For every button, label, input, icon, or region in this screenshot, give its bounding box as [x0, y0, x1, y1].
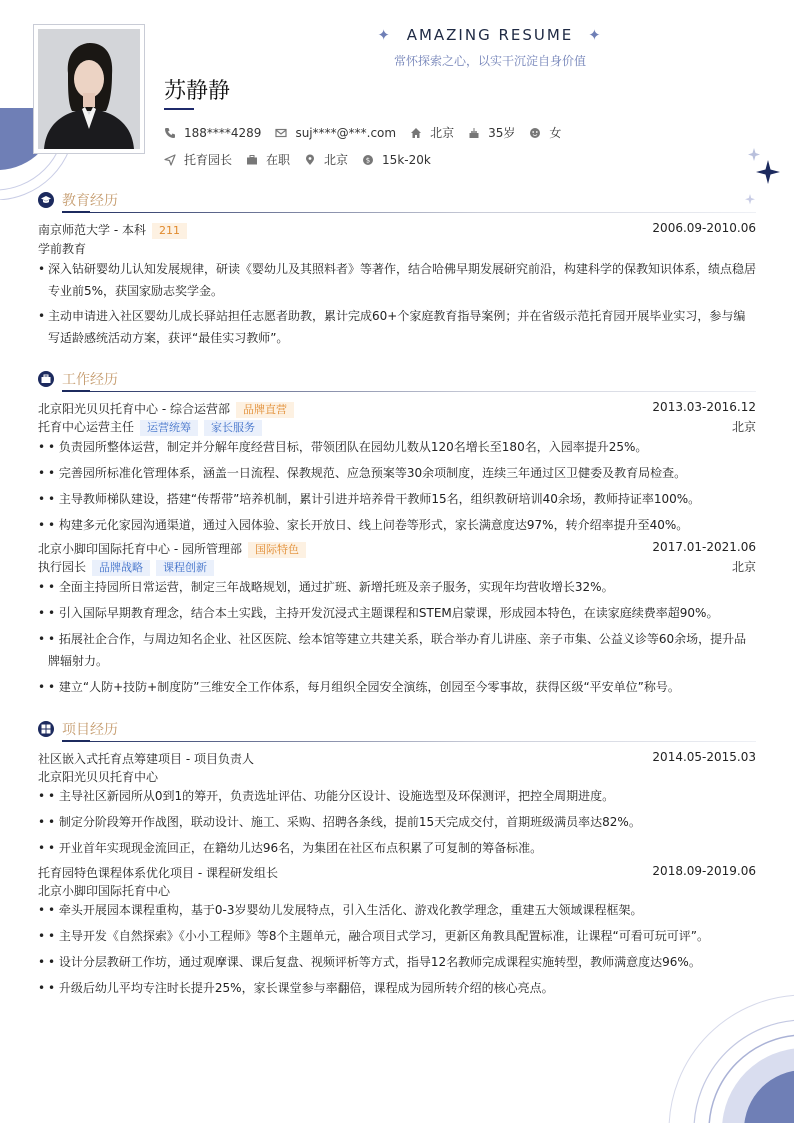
company-name: 北京小脚印国际托育中心 - 园所管理部 — [38, 542, 242, 556]
send-icon — [164, 154, 176, 166]
role-tag: 品牌战略 — [92, 560, 150, 576]
job-location: 北京 — [731, 420, 756, 434]
company-tag: 品牌直营 — [236, 402, 294, 418]
list-item: • • 牵头开展园本课程重构，基于0-3岁婴幼儿发展特点，引入生活化、游戏化教学理念，重建五大领域课程框架。 — [38, 903, 643, 917]
briefcase-icon — [246, 154, 258, 166]
email-value: suj****@***.com — [295, 125, 397, 140]
project-org-row — [38, 882, 756, 899]
work-divider-accent — [62, 390, 90, 392]
brand-title — [350, 26, 630, 44]
school-tag: 211 — [152, 223, 187, 239]
job-status-value: 在职 — [266, 153, 291, 167]
projects-divider — [62, 741, 756, 742]
job-status-item — [246, 151, 290, 168]
company-name: 北京阳光贝贝托育中心 - 综合运营部 — [38, 402, 230, 416]
grid-icon — [38, 721, 54, 737]
cake-icon — [468, 127, 480, 139]
target-city-item — [304, 151, 348, 168]
briefcase-icon — [38, 371, 54, 387]
email-item — [275, 126, 396, 140]
list-item: • 深入钻研婴幼儿认知发展规律，研读《婴幼儿及其照料者》等著作，结合哈佛早期发展研究前沿，构建科学的保教知识体系，绩点稳居专业前5%，获国家励志奖学金。 — [38, 262, 757, 298]
list-item: • • 主导开发《自然探索》《小小工程师》等8个主题单元，融合项目式学习，更新区角教具配置标准，让课程“可看可玩可评”。 — [38, 929, 709, 943]
phone-value: 188****4289 — [184, 125, 262, 140]
role-tag: 运营统筹 — [140, 420, 198, 436]
education-title: 教育经历 — [62, 193, 118, 209]
job-role: 托育中心运营主任 — [38, 420, 135, 434]
job-date: 2013.03-2016.12 — [652, 400, 756, 414]
project-date: 2018.09-2019.06 — [652, 864, 756, 878]
sparkle-icon: ✦ — [377, 26, 392, 44]
job-role: 执行园长 — [38, 560, 87, 574]
age-value: 35岁 — [488, 126, 516, 140]
project-name: 托育园特色课程体系优化项目 - 课程研发组长 — [38, 866, 278, 880]
city-item — [410, 124, 454, 141]
major: 学前教育 — [38, 242, 87, 256]
contact-info-row — [164, 124, 575, 141]
work-divider — [62, 391, 756, 392]
phone-item — [164, 126, 261, 140]
job-location: 北京 — [731, 560, 756, 574]
major-row — [38, 240, 756, 257]
list-item: • • 主导社区新园所从0到1的筹开，负责选址评估、功能分区设计、设施选型及环保测评，把控全周期进度。 — [38, 789, 615, 803]
phone-icon — [164, 127, 176, 139]
target-position-value: 托育园长 — [184, 153, 233, 167]
list-item: • • 制定分阶段筹开作战图，联动设计、施工、采购、招聘各条线，提前15天完成交付，首期班级满员率达82%。 — [38, 815, 641, 829]
location-pin-icon — [304, 154, 316, 166]
bottom-right-decoration — [664, 990, 794, 1123]
graduation-cap-icon — [38, 192, 54, 208]
projects-section-header — [38, 719, 118, 739]
list-item: • • 拓展社企合作，与周边知名企业、社区医院、绘本馆等建立共建关系，联合举办育儿讲座、亲子市集、公益义诊等60余场，提升品牌辐射力。 — [38, 632, 747, 668]
name-underline — [164, 108, 194, 110]
salary-item — [362, 153, 431, 167]
list-item: • • 全面主持园所日常运营，制定三年战略规划，通过扩班、新增托班及亲子服务，实现年均营收增长32%。 — [38, 580, 614, 594]
role-tag: 课程创新 — [156, 560, 214, 576]
profile-photo — [38, 29, 140, 149]
target-city-value: 北京 — [324, 153, 349, 167]
job-intent-row — [164, 151, 445, 168]
education-row — [38, 221, 756, 239]
education-date: 2006.09-2010.06 — [652, 221, 756, 235]
project-org-row — [38, 768, 756, 785]
mail-icon — [275, 127, 287, 139]
project-org: 北京阳光贝贝托育中心 — [38, 770, 159, 784]
list-item: • • 引入国际早期教育理念，结合本土实践，主持开发沉浸式主题课程和STEM启蒙课，形成园本特色，在读家庭续费率超90%。 — [38, 606, 719, 620]
city-value: 北京 — [430, 126, 455, 140]
brand-text: AMAZING RESUME — [406, 26, 574, 44]
company-tag: 国际特色 — [248, 542, 306, 558]
project-name: 社区嵌入式托育点筹建项目 - 项目负责人 — [38, 752, 254, 766]
projects-divider-accent — [62, 740, 90, 742]
education-divider-accent — [62, 211, 90, 213]
project-date: 2014.05-2015.03 — [652, 750, 756, 764]
list-item: • • 设计分层教研工作坊，通过观摩课、课后复盘、视频评析等方式，指导12名教师完成课程实施转型，教师满意度达96%。 — [38, 955, 701, 969]
target-position-item — [164, 151, 232, 168]
gender-item — [529, 124, 561, 141]
job-company-row — [38, 400, 756, 418]
projects-title: 项目经历 — [62, 722, 118, 738]
list-item: • • 完善园所标准化管理体系，涵盖一日流程、保教规范、应急预案等30余项制度，连续三年通过区卫健委及教育局检查。 — [38, 466, 687, 480]
age-item — [468, 124, 515, 141]
education-divider — [62, 212, 756, 213]
role-tag: 家长服务 — [204, 420, 262, 436]
list-item: • • 主导教师梯队建设，搭建“传帮带”培养机制，累计引进并培养骨干教师15名，组织教研培训40余场，教师持证率100%。 — [38, 492, 701, 506]
job-role-row — [38, 418, 756, 436]
sparkle-decoration — [744, 144, 784, 210]
salary-value: 15k-20k — [382, 152, 431, 167]
list-item: • 主动申请进入社区婴幼儿成长驿站担任志愿者助教，累计完成60+个家庭教育指导案例；并在省级示范托育园开展毕业实习，参与编写适龄感统活动方案，获评“最佳实习教师”。 — [38, 309, 746, 345]
project-name-row — [38, 750, 756, 767]
sparkle-icon: ✦ — [588, 26, 603, 44]
job-date: 2017.01-2021.06 — [652, 540, 756, 554]
list-item: • • 构建多元化家园沟通渠道，通过入园体验、家长开放日、线上问卷等形式，家长满意度达97%，转介绍率提升至40%。 — [38, 518, 689, 532]
svg-text:$: $ — [365, 156, 371, 165]
school-name: 南京师范大学 - 本科 — [38, 223, 146, 237]
list-item: • • 建立“人防+技防+制度防”三维安全工作体系，每月组织全园安全演练，创园至今零事故，获得区级“平安单位”称号。 — [38, 680, 680, 694]
home-icon — [410, 127, 422, 139]
list-item: • • 开业首年实现现金流回正，在籍幼儿达96名，为集团在社区布点积累了可复制的筹备标准。 — [38, 841, 543, 855]
work-section-header — [38, 369, 118, 389]
gender-value: 女 — [549, 126, 562, 140]
project-org: 北京小脚印国际托育中心 — [38, 884, 171, 898]
gender-icon — [529, 127, 541, 139]
job-role-row — [38, 558, 756, 576]
education-section-header — [38, 190, 118, 210]
money-icon — [362, 154, 374, 166]
work-title: 工作经历 — [62, 372, 118, 388]
list-item: • • 负责园所整体运营，制定并分解年度经营目标，带领团队在园幼儿数从120名增长至180名，入园率提升25%。 — [38, 440, 648, 454]
project-name-row — [38, 864, 756, 881]
candidate-name: 苏静静 — [164, 79, 231, 104]
slogan: 常怀探索之心，以实干沉淀自身价值 — [393, 54, 586, 68]
list-item: • • 升级后幼儿平均专注时长提升25%，家长课堂参与率翻倍，课程成为园所转介绍的核心亮点。 — [38, 981, 554, 995]
job-company-row — [38, 540, 756, 558]
